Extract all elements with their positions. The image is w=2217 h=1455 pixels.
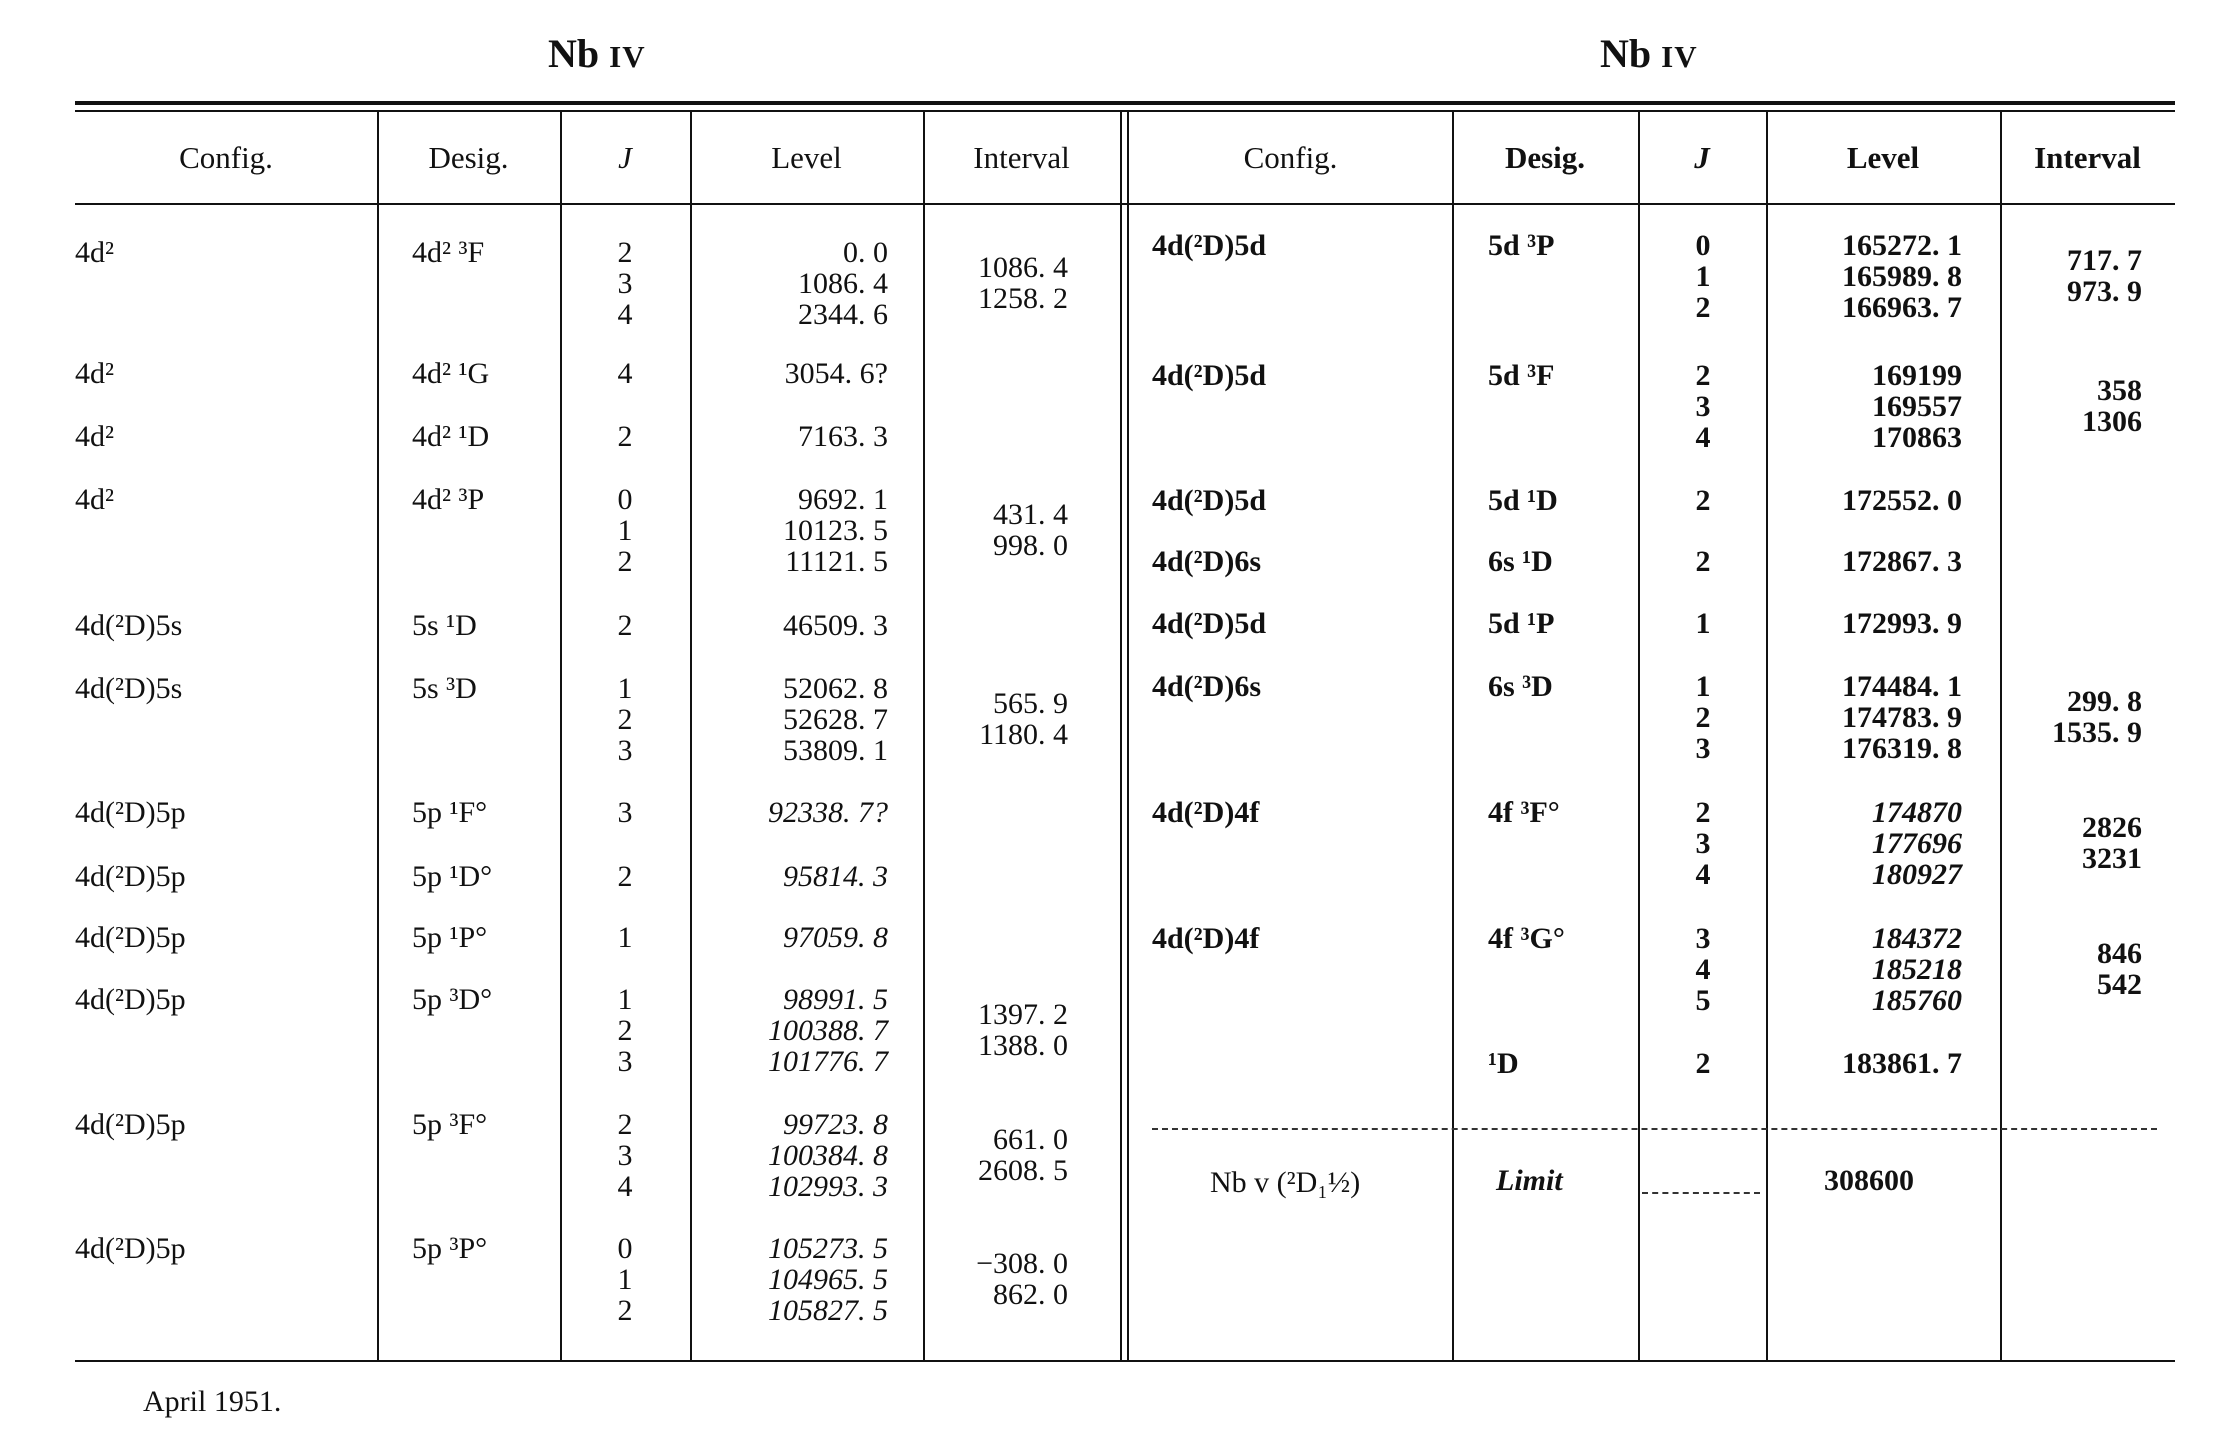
- designation-cell: 5p ³D°: [412, 983, 493, 1016]
- j-value: 1: [617, 983, 633, 1016]
- j-value: 1: [617, 672, 633, 705]
- designation-cell: 5p ³F°: [412, 1108, 488, 1141]
- left-title-stage: IV: [609, 39, 646, 74]
- designation-cell: 5p ³P°: [412, 1232, 488, 1265]
- level-value: 172993. 9: [1842, 607, 1962, 640]
- interval-value: 565. 9: [993, 687, 1068, 720]
- designation-cell: 4d² ³P: [412, 483, 485, 516]
- config-cell: 4d(²D)6s: [1152, 545, 1261, 578]
- interval-value: 1388. 0: [978, 1029, 1068, 1062]
- interval-value: 431. 4: [993, 498, 1068, 531]
- level-value: 100388. 7: [768, 1014, 888, 1047]
- config-cell: 4d(²D)5d: [1152, 607, 1267, 640]
- interval-value: 1086. 4: [978, 251, 1068, 284]
- j-value: 4: [1695, 953, 1711, 986]
- level-value: 99723. 8: [783, 1108, 888, 1141]
- interval-value: 299. 8: [2067, 685, 2142, 718]
- level-value: 185218: [1872, 953, 1962, 986]
- level-value: 100384. 8: [768, 1139, 888, 1172]
- j-value: 1: [1695, 260, 1711, 293]
- interval-value: 542: [2097, 968, 2142, 1001]
- bottom-rule: [75, 1360, 2175, 1362]
- j-value: 3: [1695, 827, 1711, 860]
- j-value: 2: [617, 609, 633, 642]
- j-value: 2: [617, 545, 633, 578]
- interval-value: 1258. 2: [978, 282, 1068, 315]
- config-cell: 4d(²D)5p: [75, 1108, 186, 1141]
- level-value: 165989. 8: [1842, 260, 1962, 293]
- limit-dashed-rule: [1152, 1128, 2157, 1130]
- j-value: 2: [617, 703, 633, 736]
- designation-cell: 5d ³F: [1488, 359, 1555, 392]
- designation-cell: 6s ³D: [1488, 670, 1553, 703]
- j-value: 2: [617, 860, 633, 893]
- level-value: 97059. 8: [783, 921, 888, 954]
- left-table-title: [548, 30, 646, 77]
- header-interval: Interval: [2034, 140, 2141, 175]
- designation-cell: 4f ³G°: [1488, 922, 1565, 955]
- top-rule-thick: [75, 101, 2175, 105]
- designation-cell: 4d² ³F: [412, 236, 485, 269]
- j-value: 2: [617, 236, 633, 269]
- j-value: 3: [1695, 922, 1711, 955]
- level-value: 46509. 3: [783, 609, 888, 642]
- j-value: 3: [1695, 390, 1711, 423]
- j-value: 2: [617, 1108, 633, 1141]
- interval-value: 2826: [2082, 811, 2142, 844]
- interval-value: −308. 0: [976, 1247, 1068, 1280]
- j-value: 2: [1695, 484, 1711, 517]
- config-cell: 4d²: [75, 483, 114, 516]
- designation-cell: 4f ³F°: [1488, 796, 1560, 829]
- designation-cell: 4d² ¹G: [412, 357, 490, 390]
- config-cell: 4d(²D)5d: [1152, 359, 1267, 392]
- level-value: 184372: [1872, 922, 1962, 955]
- j-value: 1: [1695, 607, 1711, 640]
- j-value: 2: [617, 1014, 633, 1047]
- designation-cell: 5s ³D: [412, 672, 477, 705]
- interval-value: 3231: [2082, 842, 2142, 875]
- level-value: 174870: [1872, 796, 1962, 829]
- footer-date: April 1951.: [143, 1385, 282, 1418]
- level-value: 11121. 5: [785, 545, 888, 578]
- header-level: Level: [1846, 140, 1920, 175]
- header-desig: Desig.: [1504, 140, 1586, 175]
- designation-cell: 5p ¹F°: [412, 796, 488, 829]
- interval-value: 846: [2097, 937, 2142, 970]
- level-value: 183861. 7: [1842, 1047, 1962, 1080]
- interval-value: 862. 0: [993, 1278, 1068, 1311]
- j-value: 2: [1695, 359, 1711, 392]
- j-value: 4: [1695, 421, 1711, 454]
- j-value: 2: [1695, 701, 1711, 734]
- level-value: 174783. 9: [1842, 701, 1962, 734]
- level-value: 105827. 5: [768, 1294, 888, 1327]
- limit-level: 308600: [1824, 1164, 1914, 1197]
- config-cell: 4d(²D)5p: [75, 860, 186, 893]
- header-config: Config.: [1243, 140, 1338, 175]
- level-value: 177696: [1872, 827, 1962, 860]
- col-divider: [377, 112, 379, 1360]
- level-value: 102993. 3: [768, 1170, 888, 1203]
- j-value: 4: [617, 298, 633, 331]
- level-value: 2344. 6: [798, 298, 888, 331]
- header-config: Config.: [179, 140, 273, 175]
- config-cell: 4d(²D)6s: [1152, 670, 1261, 703]
- j-value: 3: [617, 1045, 633, 1078]
- designation-cell: 5p ¹P°: [412, 921, 488, 954]
- interval-value: 1535. 9: [2052, 716, 2142, 749]
- header-j: J: [1694, 140, 1710, 175]
- right-table-title: [1600, 30, 1698, 77]
- config-cell: 4d(²D)5s: [75, 672, 183, 705]
- level-value: 53809. 1: [783, 734, 888, 767]
- config-cell: 4d(²D)5p: [75, 1232, 186, 1265]
- limit-config: Nb v (²D₁½): [1210, 1166, 1361, 1199]
- interval-value: 998. 0: [993, 529, 1068, 562]
- j-value: 2: [1695, 545, 1711, 578]
- designation-cell: 4d² ¹D: [412, 420, 490, 453]
- j-value: 2: [1695, 291, 1711, 324]
- limit-dashed-j: [1642, 1192, 1760, 1194]
- level-value: 9692. 1: [798, 483, 888, 516]
- designation-cell: 5d ¹D: [1488, 484, 1558, 517]
- level-value: 172867. 3: [1842, 545, 1962, 578]
- designation-cell: 5d ¹P: [1488, 607, 1555, 640]
- level-value: 105273. 5: [768, 1232, 888, 1265]
- j-value: 3: [617, 796, 633, 829]
- interval-value: 973. 9: [2067, 275, 2142, 308]
- level-value: 172552. 0: [1842, 484, 1962, 517]
- level-value: 52062. 8: [783, 672, 888, 705]
- center-double-divider: [1127, 112, 1129, 1360]
- config-cell: 4d(²D)5d: [1152, 229, 1267, 262]
- config-cell: 4d(²D)5p: [75, 983, 186, 1016]
- j-value: 3: [617, 734, 633, 767]
- level-value: 169199: [1872, 359, 1962, 392]
- header-level: Level: [771, 140, 842, 175]
- j-value: 1: [617, 1263, 633, 1296]
- limit-label: Limit: [1496, 1164, 1563, 1197]
- level-value: 176319. 8: [1842, 732, 1962, 765]
- j-value: 5: [1695, 984, 1711, 1017]
- level-value: 101776. 7: [768, 1045, 888, 1078]
- col-divider: [560, 112, 562, 1360]
- level-value: 0. 0: [843, 236, 888, 269]
- j-value: 3: [617, 267, 633, 300]
- interval-value: 1306: [2082, 405, 2142, 438]
- level-value: 95814. 3: [783, 860, 888, 893]
- level-value: 185760: [1872, 984, 1962, 1017]
- j-value: 2: [1695, 1047, 1711, 1080]
- config-cell: 4d(²D)5s: [75, 609, 183, 642]
- level-value: 92338. 7?: [768, 796, 888, 829]
- level-value: 180927: [1872, 858, 1962, 891]
- right-title-element: Nb: [1600, 31, 1652, 76]
- config-cell: 4d(²D)4f: [1152, 922, 1260, 955]
- header-j: J: [618, 140, 632, 175]
- interval-value: 661. 0: [993, 1123, 1068, 1156]
- config-cell: 4d(²D)5d: [1152, 484, 1267, 517]
- level-value: 104965. 5: [768, 1263, 888, 1296]
- config-cell: 4d²: [75, 236, 114, 269]
- level-value: 3054. 6?: [784, 357, 888, 390]
- level-value: 166963. 7: [1842, 291, 1962, 324]
- j-value: 0: [617, 483, 633, 516]
- config-cell: 4d(²D)5p: [75, 921, 186, 954]
- config-cell: 4d(²D)4f: [1152, 796, 1260, 829]
- config-cell: 4d(²D)5p: [75, 796, 186, 829]
- interval-value: 358: [2097, 374, 2142, 407]
- j-value: 3: [1695, 732, 1711, 765]
- header-interval: Interval: [973, 140, 1070, 175]
- interval-value: 1397. 2: [978, 998, 1068, 1031]
- interval-value: 1180. 4: [979, 718, 1068, 751]
- j-value: 2: [1695, 796, 1711, 829]
- level-value: 169557: [1872, 390, 1962, 423]
- level-value: 52628. 7: [783, 703, 888, 736]
- j-value: 2: [617, 1294, 633, 1327]
- designation-cell: ¹D: [1488, 1047, 1519, 1080]
- j-value: 0: [617, 1232, 633, 1265]
- designation-cell: 5s ¹D: [412, 609, 477, 642]
- j-value: 4: [1695, 858, 1711, 891]
- config-cell: 4d²: [75, 357, 114, 390]
- j-value: 2: [617, 420, 633, 453]
- j-value: 1: [1695, 670, 1711, 703]
- left-title-element: Nb: [548, 31, 600, 76]
- j-value: 1: [617, 514, 633, 547]
- interval-value: 717. 7: [2067, 244, 2142, 277]
- col-divider: [1452, 112, 1454, 1360]
- level-value: 165272. 1: [1842, 229, 1962, 262]
- right-title-stage: IV: [1661, 39, 1698, 74]
- level-value: 170863: [1872, 421, 1962, 454]
- j-value: 3: [617, 1139, 633, 1172]
- j-value: 4: [617, 1170, 633, 1203]
- j-value: 0: [1695, 229, 1711, 262]
- j-value: 1: [617, 921, 633, 954]
- level-value: 7163. 3: [798, 420, 888, 453]
- config-cell: 4d²: [75, 420, 114, 453]
- designation-cell: 6s ¹D: [1488, 545, 1553, 578]
- center-double-divider: [1120, 112, 1122, 1360]
- level-value: 1086. 4: [798, 267, 888, 300]
- designation-cell: 5d ³P: [1488, 229, 1555, 262]
- col-divider: [1638, 112, 1640, 1360]
- j-value: 4: [617, 357, 633, 390]
- level-value: 98991. 5: [783, 983, 888, 1016]
- level-value: 10123. 5: [783, 514, 888, 547]
- level-value: 174484. 1: [1842, 670, 1962, 703]
- header-desig: Desig.: [428, 140, 509, 175]
- designation-cell: 5p ¹D°: [412, 860, 493, 893]
- interval-value: 2608. 5: [978, 1154, 1068, 1187]
